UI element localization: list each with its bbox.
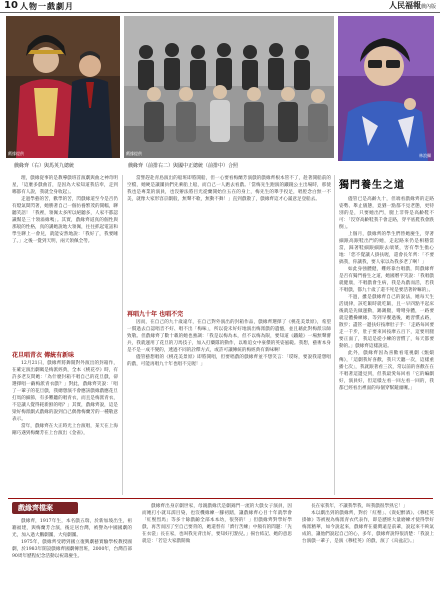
- paragraph: 不過，雖是戲緣齊自己的說法，她每天生活規律，該吃飯時就吃飯，且一早四點半起床後就是先做運動，踢踢腿，彎彎身體，一路要就是體操練緣，等到早餐過後，她習慣去路，散步；盡管一邊扶好按摩肚子手：「走路每回要走一千步，肚子要來回按摩五百下，這要用腿要正面了，我這是從小練的習慣了，每天都要動的。」戲緣齊這樣說道。: [339, 295, 434, 349]
- photo-group-illustration: [124, 16, 334, 158]
- newspaper-logo: 人民福報戲內版: [388, 0, 436, 10]
- article-col-1b: [12, 360, 118, 494]
- profile-box-title: 戲緣齊檔案: [18, 504, 53, 512]
- column-divider: [122, 175, 123, 495]
- paragraph: 因而，在自己的九十歲遠年，在自己對外演出的封箱作品，戲緣齊選擇了《桃花美景原》，希望一償過去自認唱音不好、唱不出「梅味」，所以從未好好地演出梅派戲的遺憾，並且藉此對梅派宗師致敬。但戲緣齊了數十載的她也強調：「我是以梅為本，但不以梅為限，要知道《鐵鏡》一場無聲審兵，我就運用了花旦的刀馬技子，加入打藥隊的動作，以唯追女中豪傑的英姿風範。我想，藝術本身是不是一成不變的，透過不同的詮釋方式，或許可讓傳統的梅經典有新味啊！: [127, 320, 331, 353]
- paragraph: 此外，戲緣齊因為喜歡看電視劇《甄嬛傳》，「這劇我好喜歡，我只天聽一次，這樣重播七次」，我就跟著看三次，常以前的喜歡在在不唱著這邊見到，但我最愛每回看「它的編劇好，演員好，但這樣左看一回左看一回的，我都已經看出裡面的每個穿幫鏡頭囉。」: [339, 351, 434, 391]
- paragraph: 12月21日，戲緣齊將舞開對外演出的封箱作，在確定演出劇碼是梅派經典，全本《桃花亭》時，有許多老友問她：「為什麼封箱不唱自己的花旦戲，卻選擇唱一齣梅派青衣戲？」對此，戲緣齊笑說：「唱了一輩子的花旦戲，我總想演不會應該戲緣戲應花旦打馬的細節，有多難聽的唱青衣，而且是梅派青衣，不是讓人覺得耗新鮮的唱？」其實，戲緣齊說，這是梁好梅派劇式戲緣的說到自己偶像梅蘭芳的一種敬意表示。: [12, 361, 118, 422]
- article-col-1: [12, 175, 118, 267]
- paragraph: 長在家我年，不讓我學我，叫我戲很學熟它！」: [311, 504, 408, 509]
- article-col-2b: [127, 319, 331, 493]
- paragraph: 儘管已是高齡九十，但端看戲緣齊的走路姿勢、舉止儀態，竟猶一點都不見老態，更特別的是，只要她出門，腿上非得是高齡鞋不可：「沒穿高齡鞋我千會走路，穿平底鞋我會跌倒」。: [339, 197, 434, 230]
- profile-box-col-3: [302, 503, 434, 604]
- photo-opera-with-president: [6, 16, 120, 158]
- paragraph: 如此身強體健，難經靠台唱戲，問戲緣齊是否有獨門養生之道，她國曆平笑說：「我唱戲就健康，不唱戲會生病，我是為戲而活，若我不唱戲，都九十歲了還不死是要活著幹嘛的」。: [339, 267, 434, 293]
- paragraph: 戲緣齊出身京劇世家，母親戲緣氏是劇錦門一流的大戲女子演員，因而她打小就耳濡目染，也沒機緣練一腳初踏，讓戲緣齊心目十年就學會「紅鬃烈馬」等多十餘戲齣全部本本幼，很努的！」但戲緣齊對學好學戲，再苦而因了至自己要背的，她還替有「濟行苦練」中頻有的問題：「先在衣裳」長在家，也叫我先背出好，要知好打點兒。」揚台結記、她的意思就是：「若是大家戲開做: [142, 504, 292, 544]
- paragraph: 上個月，戲緣齊的學生們替她慶生，穿著細跟高跟鞋出門的她，走起路來仍是相穩當當，踩著鞋細跟細跟去端菜，害有學生擔心地：「您不覺讓人掛扶喔，還會長年齊：「不要搞我，你讓我，要人家以為我多老了啊！」: [339, 232, 434, 265]
- column-divider: [334, 175, 335, 495]
- photo1-caption: 戲緣齊（右）與馬英九總統: [14, 163, 75, 169]
- photo3-credit: 林浪攝: [419, 153, 431, 158]
- page-number: 10: [4, 0, 18, 11]
- paragraph: 理，戲緣從事的是教導戲班首演劇與曲之神奇明星，「這麼多戲曲首，是因為大家知道我信奉，走到哪都有人說，我就全身收起」。: [12, 176, 118, 195]
- article-title: 獨門養生之道: [339, 180, 405, 191]
- photo-portrait-illustration: [338, 16, 434, 161]
- profile-box-col-1: [12, 518, 132, 604]
- photo2-caption: 戲緣齊（前排右二）與國中正總統（前排中）合照: [128, 163, 239, 169]
- paragraph: 儘管藝想唱的《桃花美景原》即將開唱，但要唱戲的戲緣齊並不想笑言：「哎呀，要說我還想唱的戲，可能再唱九十年也唱不完喔！」: [127, 355, 331, 367]
- paragraph: 當年，戲緣齊在大正時光上台演唱，某天在上海剛巧遇到梅蘭芳在上台演出《金雀》，: [12, 424, 118, 436]
- paragraph: 走過學藝的苦，歡學的苦，閃戲緣道至今是否仍有燈氣間閃著，她勝著自己一個仿養繁茂的開幅，聊聽笑語！「我裡，領佩太多所以絕聽多，人家不都認識幫是三十領溢緣嗎」。其實，戲緣齊道真的個性與那般的性格，真的講她說地大領佩，往往抓起電話和學生聊上一會兒，就能安然地說：「我好了，我要睡了。」之後一覺到天明，兩天領佩全勞。: [12, 197, 118, 244]
- page-header: [0, 0, 440, 13]
- photo-group: [124, 16, 334, 158]
- profile-box-header: [12, 502, 78, 514]
- photo1-credit: 戲緣提供: [8, 151, 24, 156]
- photo2-credit: 戲緣提供: [126, 151, 142, 156]
- article-col-2: [127, 175, 331, 305]
- section-title: 人物一戲劇月: [20, 2, 74, 11]
- paragraph: 本以劇出到的戲緣齊，對於「紅鬃」、《貴妃醉酒》、《穆桂英掛帥》等被視為梅派青衣代表作，即是歷經大量磨練才使得學好梅派精華，如今說起來，戲緣齊在臺灣遠是前輩，說起來不夠氣成的，讓他們說起自己的心，多年，戲緣齊說得很清楚：「我說上台演戲一輩子，是演《穆桂英》的戲，演了《烏盆記》。」: [302, 511, 434, 544]
- paragraph: 當譬趕赴青島演出的船班即將開船，但一心要看梅蘭芳演戲的戲緣齊根本管不了，趁著開船前的空檔，她硬是讓團員們先乘船上船，而自己一人跑去看戲。「當梅先生跑演的鐵鏡公主出場時，那使我也是專業的演員，也沒辦法將目光從蘭開始位五在的身上，梅先生的舉手投足，唱腔念白無一不美，就像大家形容京劇般，無聲不歌，無動不舞！」直到戲散了，戲緣齊這才心滿意足登船去。: [127, 176, 331, 202]
- photo-opera-illustration: [6, 16, 120, 158]
- article-col-3: [339, 196, 434, 494]
- photo-portrait: [338, 16, 434, 161]
- subheading-1: 花旦唱青衣 傳統有新味: [12, 352, 75, 359]
- paragraph: 1975年，戲緣齊受聘到國立復興劇藝實驗學校教授國劇，於1983年開設戲緣齊國劇傳習班，2000年，台灣首部90周年歷程紀念活動以祝壽慶生。: [12, 540, 132, 559]
- profile-box-col-2: [142, 503, 292, 604]
- subheading-2: 再唱九十年 也唱不完: [127, 311, 184, 318]
- article-title-block: [339, 176, 405, 193]
- paragraph: 戲緣齊，1917年生，本名戲五瑞，於新加坡出生，祖籍福建，與梅蘭芳合演，後定居台灣，被譽為中國國劇的光，加入過大鵬劇團，大宛劇團。: [12, 519, 132, 538]
